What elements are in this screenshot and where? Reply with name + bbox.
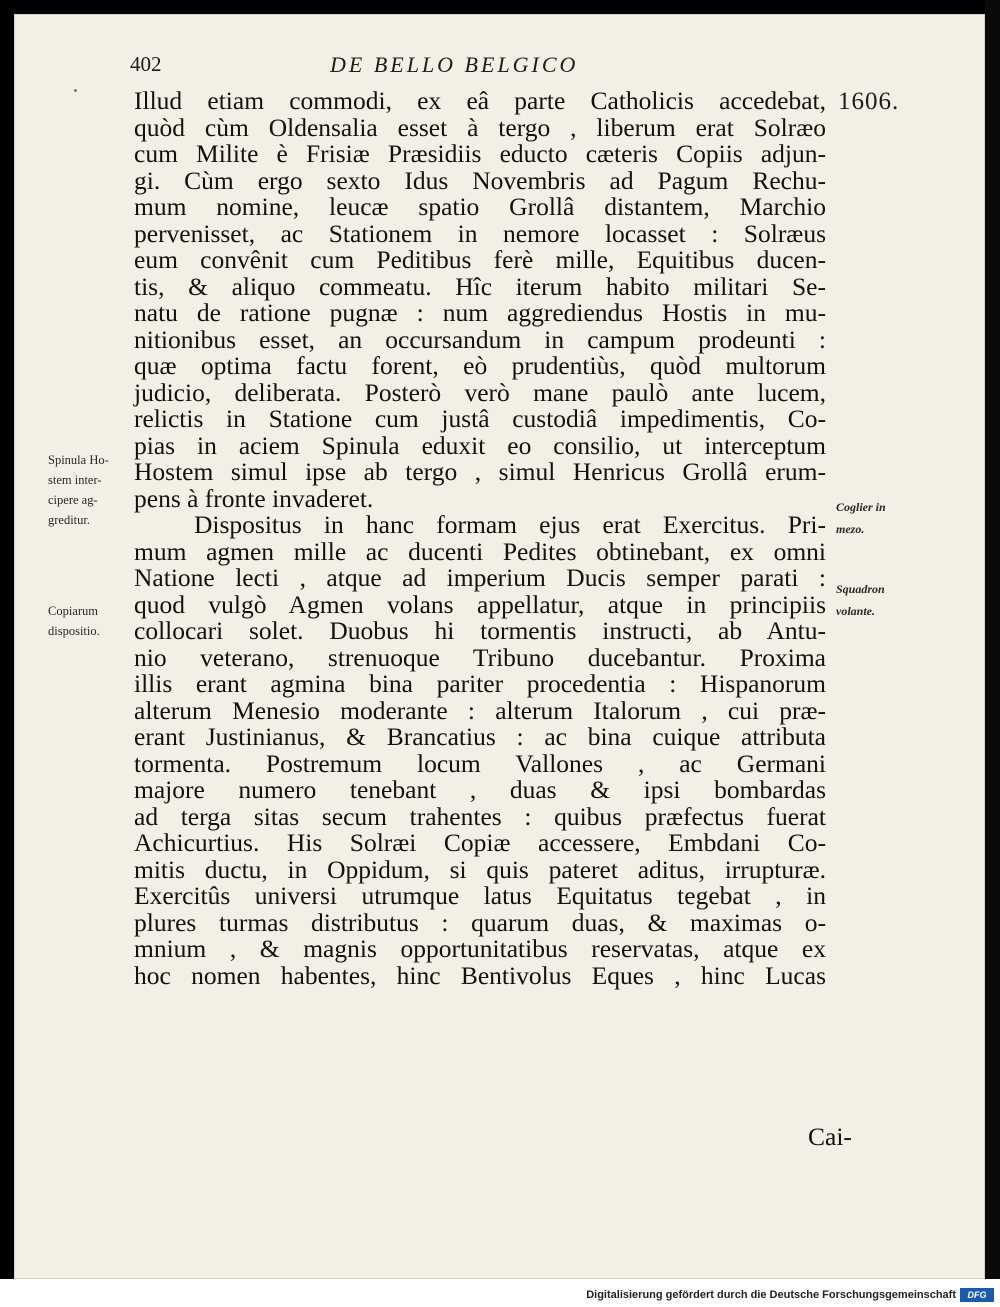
text-line: collocari solet. Duobus hi tormentis instructi, ab Antu- — [134, 616, 826, 645]
text-line: Achicurtius. His Solræi Copiæ accessere, Embdani Co- — [134, 828, 826, 857]
text-line: cum Milite è Frisiæ Præsidiis educto cæteris Copiis adjun- — [134, 139, 826, 168]
text-line: pens à fronte invaderet. — [134, 483, 374, 513]
text-line: plures turmas distributus : quarum duas, & maximas o- — [134, 907, 826, 937]
scan-border — [985, 0, 1000, 1307]
text-line: nitionibus esset, an occursandum in campum prodeunti : — [134, 324, 826, 354]
text-line: mitis ductu, in Oppidum, si quis pateret aditus, irrupturæ. — [134, 854, 826, 884]
text-line: nio veterano, strenuoque Tribuno ducebantur. Proxima — [134, 642, 826, 672]
text-line: mum nomine, leucæ spatio Grollâ distantem, Marchio — [134, 192, 826, 221]
footer-bar — [0, 1279, 1000, 1307]
margin-note-line: cipere ag- — [48, 493, 98, 507]
margin-note-coglier — [836, 496, 886, 540]
ink-speck — [74, 89, 77, 92]
catchword: Cai- — [808, 1122, 852, 1151]
text-line: Natione lecti , atque ad imperium Ducis semper parati : — [134, 563, 826, 592]
text-line: erant Justinianus, & Brancatius : ac bina cuique attributa — [134, 722, 826, 751]
margin-note-line: volante. — [836, 604, 875, 618]
text-line: tormenta. Postremum locum Vallones , ac Germani — [134, 748, 826, 778]
text-line: quòd cùm Oldensalia esset à tergo , liberum erat Solræo — [134, 112, 826, 142]
margin-note-line: Squadron — [836, 582, 885, 596]
text-line: Hostem simul ipse ab tergo , simul Henricus Grollâ erum- — [134, 457, 826, 486]
running-title: DE BELLO BELGICO — [330, 52, 579, 77]
margin-note-spinula — [48, 450, 109, 530]
text-line: tis, & aliquo commeatu. Hîc iterum habito militari Se- — [134, 271, 826, 301]
margin-note-squadron — [836, 578, 885, 622]
text-line: Exercitûs universi utrumque latus Equitatus tegebat , in — [134, 881, 826, 910]
margin-note-line: stem inter- — [48, 473, 102, 487]
text-line: natu de ratione pugnæ : num aggrediendus Hostis in mu- — [134, 298, 826, 327]
main-text-block — [134, 88, 826, 989]
text-line: gi. Cùm ergo sexto Idus Novembris ad Pagum Rechu- — [134, 165, 826, 195]
page-header — [130, 52, 830, 82]
margin-note-line: Copiarum — [48, 604, 98, 618]
text-line: relictis in Statione cum justâ custodiâ impedimentis, Co- — [134, 404, 826, 433]
margin-note-line: dispositio. — [48, 624, 100, 638]
marginal-year: 1606. — [838, 88, 900, 115]
margin-note-line: greditur. — [48, 513, 91, 527]
text-line: quod vulgò Agmen volans appellatur, atque in principiis — [134, 589, 826, 619]
text-line: majore numero tenebant , duas & ipsi bombardas — [134, 775, 826, 804]
text-line: judicio, deliberata. Posterò verò mane paulò ante lucem, — [134, 377, 826, 407]
text-line: quæ optima factu forent, eò prudentiùs, quòd multorum — [134, 351, 826, 380]
text-line: alterum Menesio moderante : alterum Italorum , cui præ- — [134, 695, 826, 725]
margin-note-line: Spinula Ho- — [48, 453, 109, 467]
text-line: pervenisset, ac Stationem in nemore locasset : Solræus — [134, 218, 826, 248]
text-line: Illud etiam commodi, ex eâ parte Catholicis accedebat, — [134, 86, 826, 115]
text-line: eum convênit cum Peditibus ferè mille, Equitibus ducen- — [134, 245, 826, 274]
text-line: Dispositus in hanc formam ejus erat Exercitus. Pri- — [194, 510, 826, 539]
margin-note-line: mezo. — [836, 522, 865, 536]
text-line: mum agmen mille ac ducenti Pedites obtinebant, ex omni — [134, 536, 826, 566]
text-line: hoc nomen habentes, hinc Bentivolus Eques , hinc Lucas — [134, 960, 826, 990]
text-line: mnium , & magnis opportunitatibus reservatas, atque ex — [134, 934, 826, 963]
margin-note-line: Coglier in — [836, 500, 886, 514]
margin-note-copiarum — [48, 601, 100, 641]
page-number: 402 — [130, 52, 162, 76]
text-line: illis erant agmina bina pariter procedentia : Hispanorum — [134, 669, 826, 698]
text-line: ad terga sitas secum trahentes : quibus præfectus fuerat — [134, 801, 826, 831]
text-line: pias in aciem Spinula eduxit eo consilio, ut interceptum — [134, 430, 826, 460]
dfg-logo: DFG — [960, 1288, 994, 1302]
funding-notice: Digitalisierung gefördert durch die Deutsche Forschungsgemeinschaft — [586, 1289, 956, 1301]
